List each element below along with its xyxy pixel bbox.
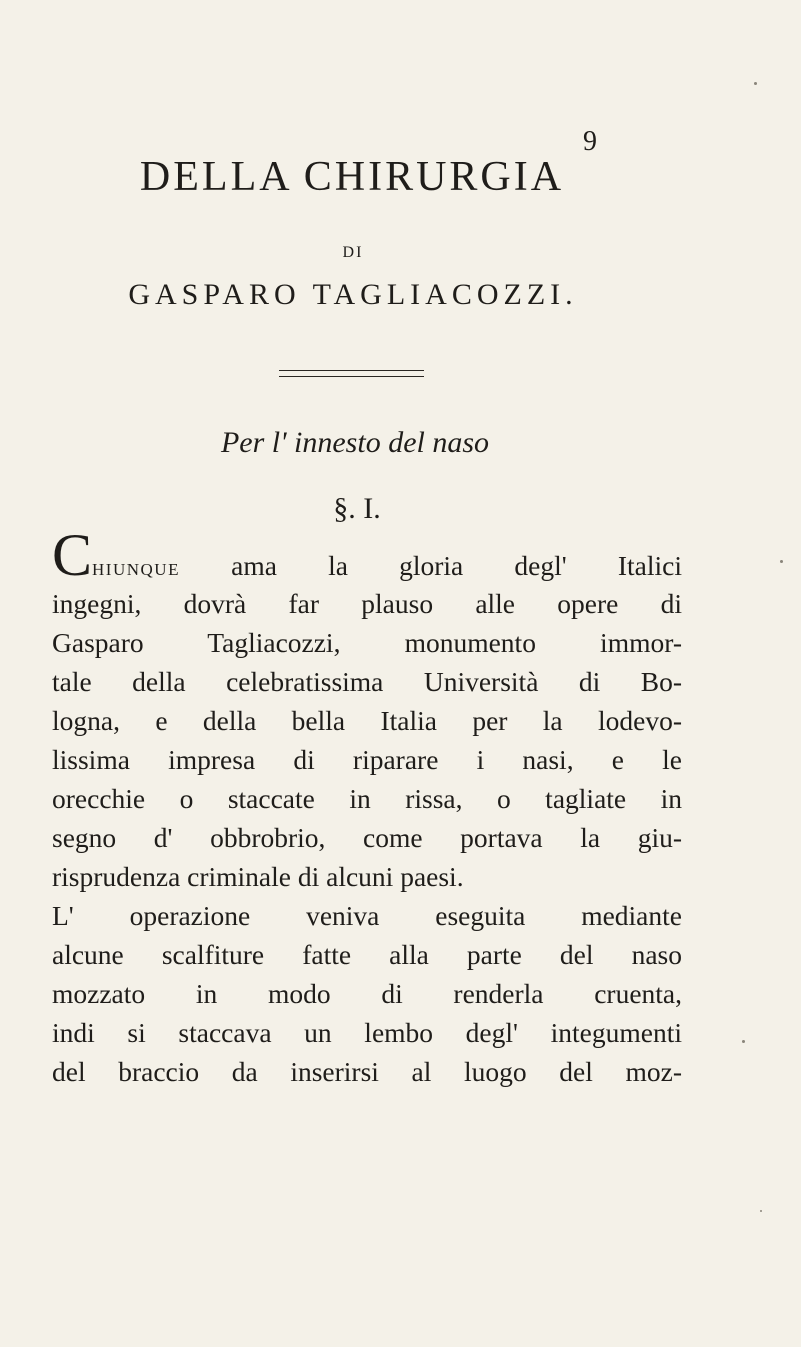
text-line: mozzato in modo di renderla cruenta, bbox=[52, 978, 682, 1009]
body-text bbox=[52, 522, 682, 1091]
text-line: tale della celebratissima Università di Bo- bbox=[52, 666, 682, 697]
double-rule-bottom bbox=[279, 376, 424, 377]
section-heading: §. I. bbox=[333, 492, 381, 525]
text-line: Gasparo Tagliacozzi, monumento immor- bbox=[52, 627, 682, 658]
paper-speck bbox=[754, 82, 757, 85]
paper-speck bbox=[742, 1040, 745, 1043]
text-line: risprudenza criminale di alcuni paesi. bbox=[52, 861, 464, 892]
small-caps-word: HIUNQUE bbox=[92, 560, 180, 579]
text-line: alcune scalfiture fatte alla parte del naso bbox=[52, 939, 682, 970]
text-line: indi si staccava un lembo degl' integumenti bbox=[52, 1017, 682, 1048]
text-line: segno d' obbrobrio, come portava la giu- bbox=[52, 822, 682, 853]
author-name: GASPARO TAGLIACOZZI. bbox=[128, 278, 578, 311]
text-line: lissima impresa di riparare i nasi, e le bbox=[52, 744, 682, 775]
drop-cap: C bbox=[52, 522, 93, 588]
preposition-di: DI bbox=[342, 244, 364, 261]
text-line: del braccio da inserirsi al luogo del moz- bbox=[52, 1056, 682, 1087]
page-number: 9 bbox=[583, 126, 597, 157]
double-rule-top bbox=[279, 370, 424, 371]
paper-speck bbox=[780, 560, 783, 563]
line-text: ama la gloria degl' Italici bbox=[179, 550, 682, 581]
text-line: logna, e della bella Italia per la lodevo- bbox=[52, 705, 682, 736]
text-line: orecchie o staccate in rissa, o tagliate in bbox=[52, 783, 682, 814]
paper-speck bbox=[760, 1210, 762, 1212]
text-line: L' operazione veniva eseguita mediante bbox=[52, 900, 682, 931]
text-line bbox=[52, 522, 682, 588]
page-title: DELLA CHIRURGIA bbox=[139, 154, 565, 200]
text-line: ingegni, dovrà far plauso alle opere di bbox=[52, 588, 682, 619]
chapter-subtitle: Per l' innesto del naso bbox=[220, 426, 490, 459]
